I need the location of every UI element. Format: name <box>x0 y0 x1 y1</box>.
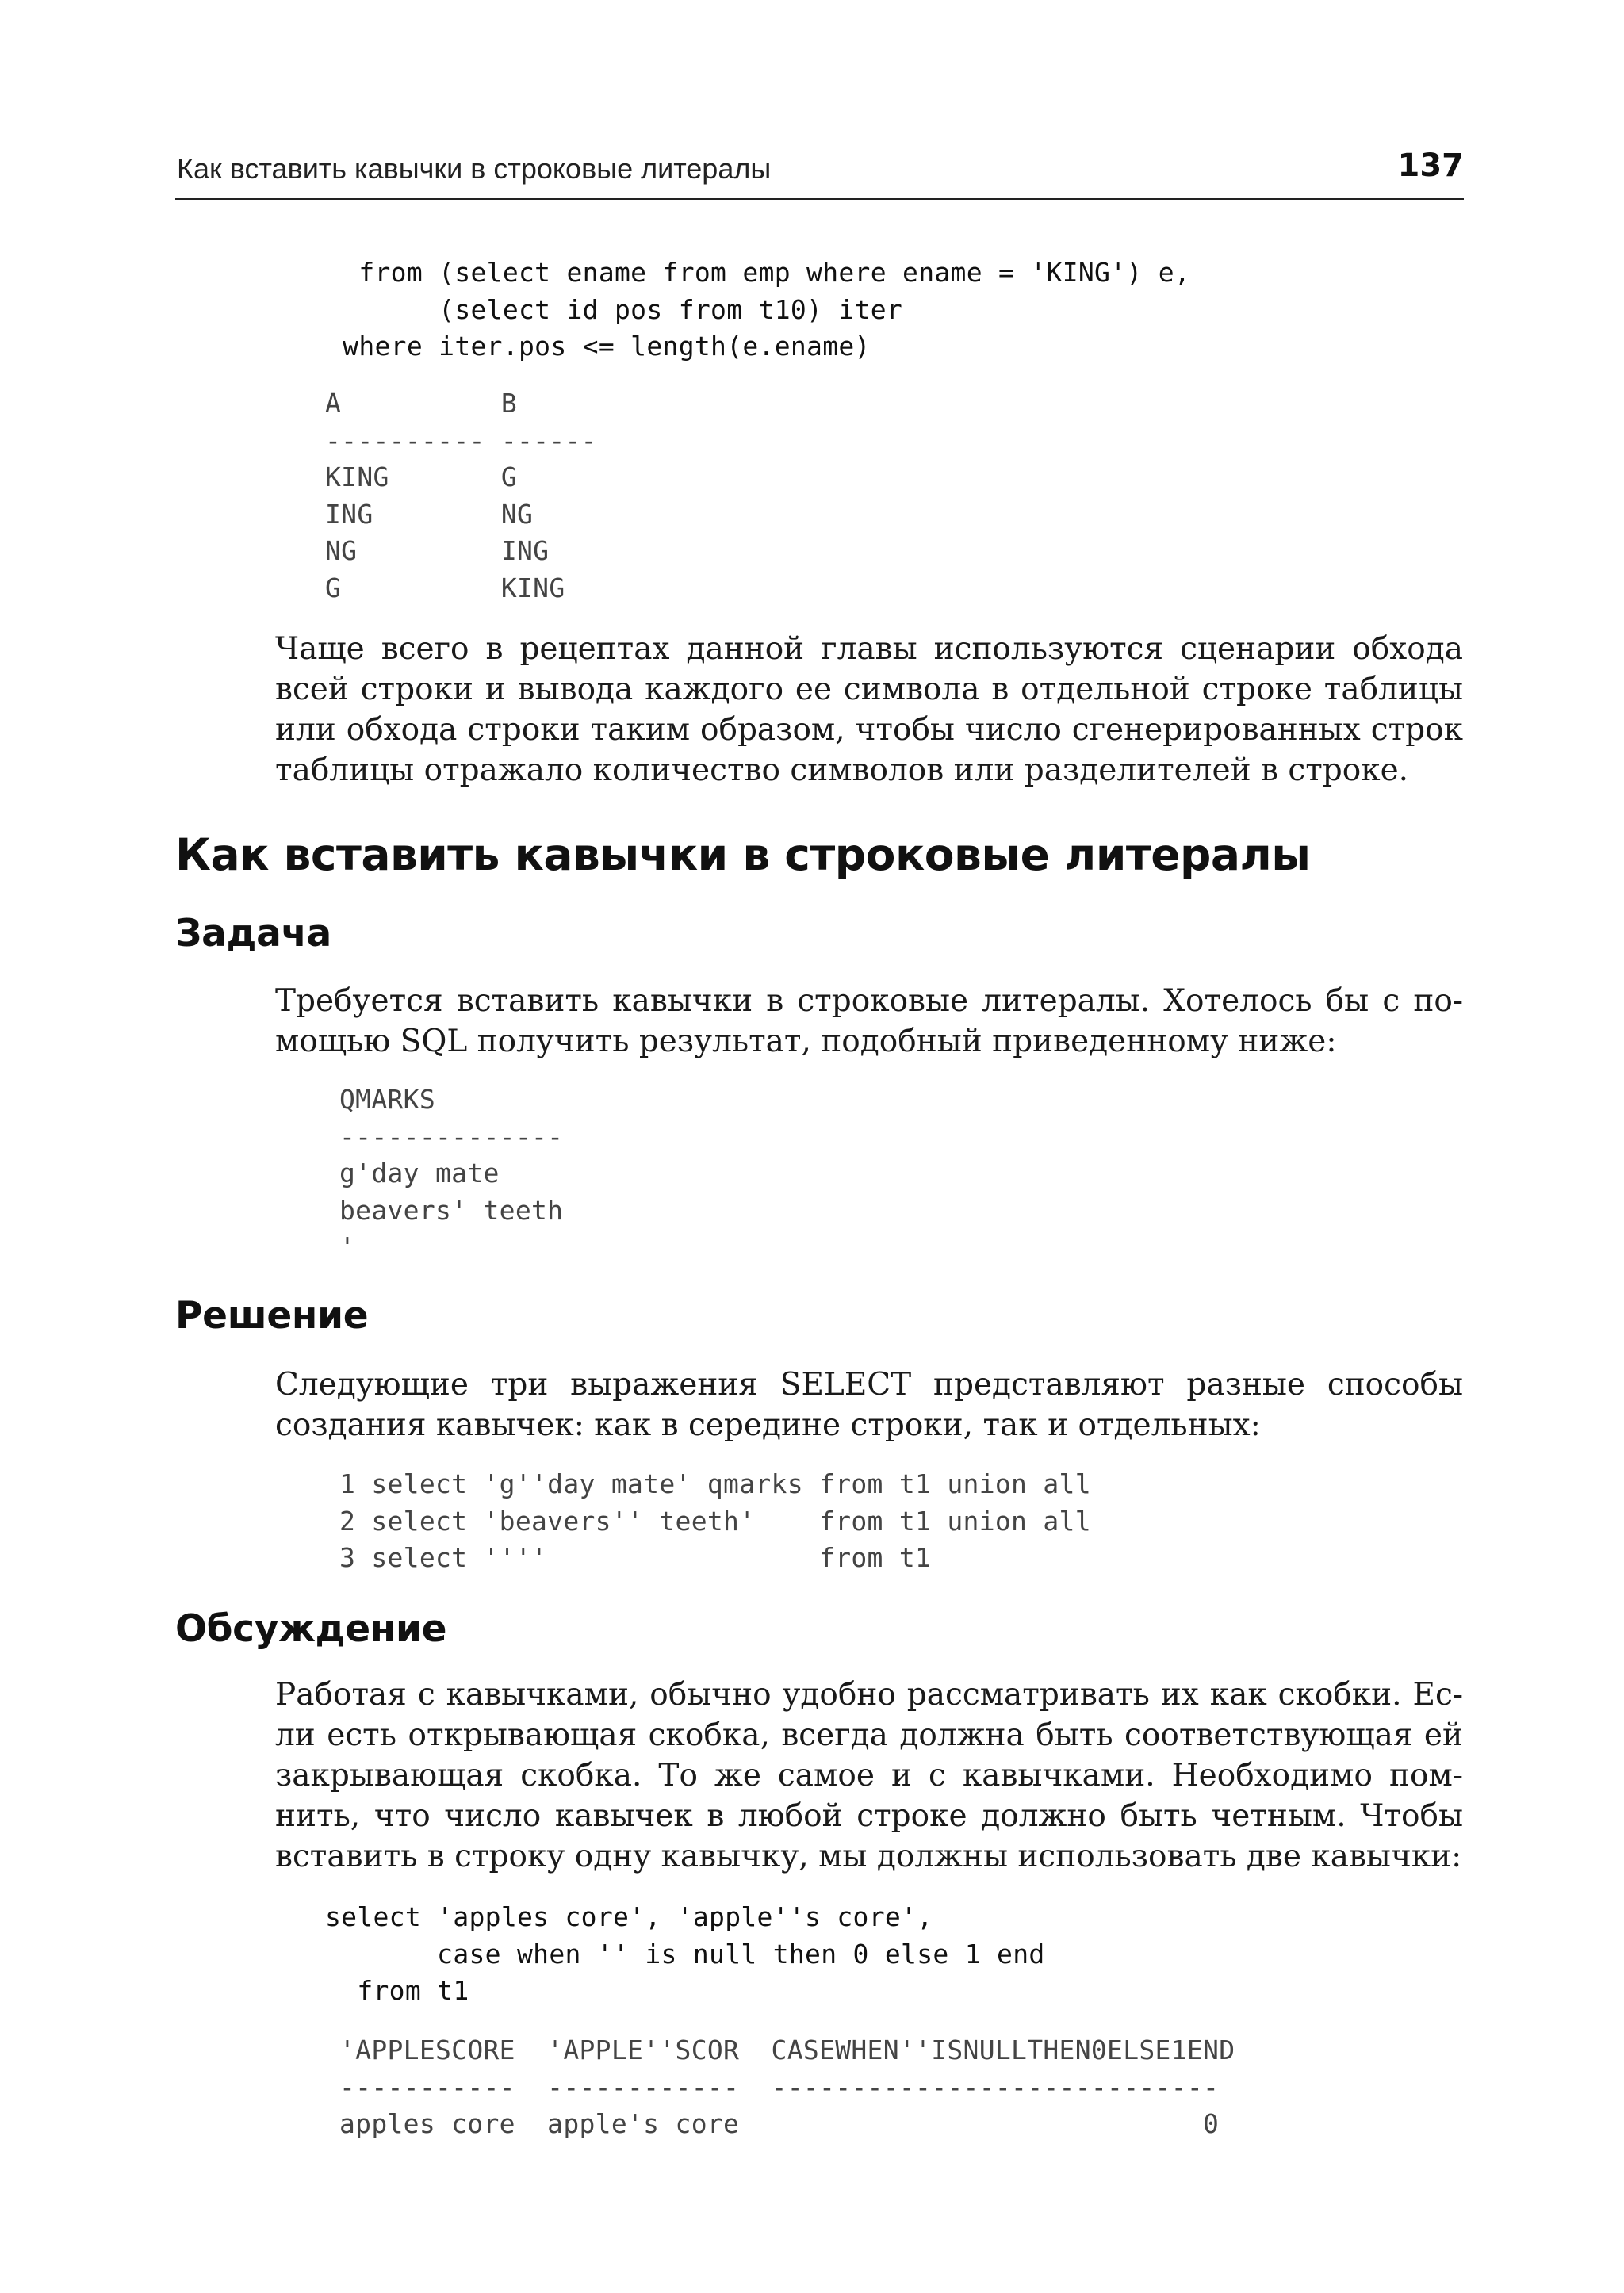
paragraph-line: ли есть открывающая скобка, всегда должна быть соответствующая ей <box>275 1717 1463 1753</box>
page-number: 137 <box>1397 147 1464 184</box>
paragraph-line: Чаще всего в рецептах данной главы используются сценарии обхода <box>275 631 1463 667</box>
paragraph-line: или обхода строки таким образом, чтобы число сгенерированных строк <box>275 712 1463 748</box>
result-line: G KING <box>325 572 565 603</box>
result-line: -------------- <box>339 1120 564 1152</box>
result-line: ----------- ------------ ---------------------------- <box>339 2071 1220 2103</box>
task-paragraph <box>275 981 1463 1062</box>
code-block-query <box>327 255 1190 366</box>
code-line: from t1 <box>325 1975 469 2006</box>
result-line: ING NG <box>325 498 534 530</box>
code-line: 1 select 'g''day mate' qmarks from t1 union all <box>339 1468 1091 1499</box>
result-table-top <box>325 385 597 607</box>
code-line: 2 select 'beavers'' teeth' from t1 union all <box>339 1505 1091 1537</box>
discussion-result-table <box>339 2032 1235 2143</box>
solution-heading: Решение <box>175 1294 369 1338</box>
result-line: KING G <box>325 461 518 492</box>
section-title: Как вставить кавычки в строковые литералы <box>175 829 1311 880</box>
paragraph-line: таблицы отражало количество символов или разделителей в строке. <box>275 752 1409 788</box>
paragraph-line: создания кавычек: как в середине строки, так и отдельных: <box>275 1407 1261 1443</box>
result-line: apples core apple's core 0 <box>339 2108 1220 2139</box>
paragraph-line: нить, что число кавычек в любой строке должно быть четным. Чтобы <box>275 1798 1463 1834</box>
paragraph-line: закрывающая скобка. То же самое и с кавычками. Необходимо пом- <box>275 1758 1463 1793</box>
paragraph-line: вставить в строку одну кавычку, мы должны использовать две кавычки: <box>275 1839 1462 1874</box>
task-result-listing <box>339 1081 563 1266</box>
code-line: (select id pos from t10) iter <box>327 293 903 325</box>
discussion-paragraph <box>275 1675 1463 1877</box>
result-line: ---------- ------ <box>325 424 597 456</box>
result-line: A B <box>325 388 518 419</box>
result-line: QMARKS <box>339 1084 436 1115</box>
code-line: case when '' is null then 0 else 1 end <box>325 1938 1045 1970</box>
intro-paragraph <box>275 629 1463 790</box>
paragraph-line: Следующие три выражения SELECT представляют разные способы <box>275 1367 1463 1403</box>
task-heading: Задача <box>175 912 331 955</box>
result-line: g'day mate <box>339 1158 500 1189</box>
paragraph-line: Работая с кавычками, обычно удобно рассматривать их как скобки. Ес- <box>275 1677 1463 1713</box>
discussion-heading: Обсуждение <box>175 1607 447 1651</box>
code-line: where iter.pos <= length(e.ename) <box>327 331 871 362</box>
paragraph-line: Требуется вставить кавычки в строковые литералы. Хотелось бы с по- <box>275 983 1463 1019</box>
solution-paragraph <box>275 1365 1463 1445</box>
result-line: ' <box>339 1231 356 1262</box>
result-line: 'APPLESCORE 'APPLE''SCOR CASEWHEN''ISNULLTHEN0ELSE1END <box>339 2035 1235 2065</box>
discussion-code-query <box>325 1899 1045 2010</box>
solution-code-listing <box>339 1466 1091 1577</box>
code-line: 3 select '''' from t1 <box>339 1542 932 1573</box>
code-line: from (select ename from emp where ename = 'KING') e, <box>327 257 1191 288</box>
paragraph-line: мощью SQL получить результат, подобный приведенному ниже: <box>275 1024 1337 1059</box>
paragraph-line: всей строки и вывода каждого ее символа в отдельной строке таблицы <box>275 672 1463 707</box>
result-line: NG ING <box>325 535 550 566</box>
result-line: beavers' teeth <box>339 1194 564 1226</box>
code-line: select 'apples core', 'apple''s core', <box>325 1901 933 1932</box>
running-header-title: Как вставить кавычки в строковые литералы <box>177 152 772 185</box>
header-divider <box>175 198 1464 200</box>
